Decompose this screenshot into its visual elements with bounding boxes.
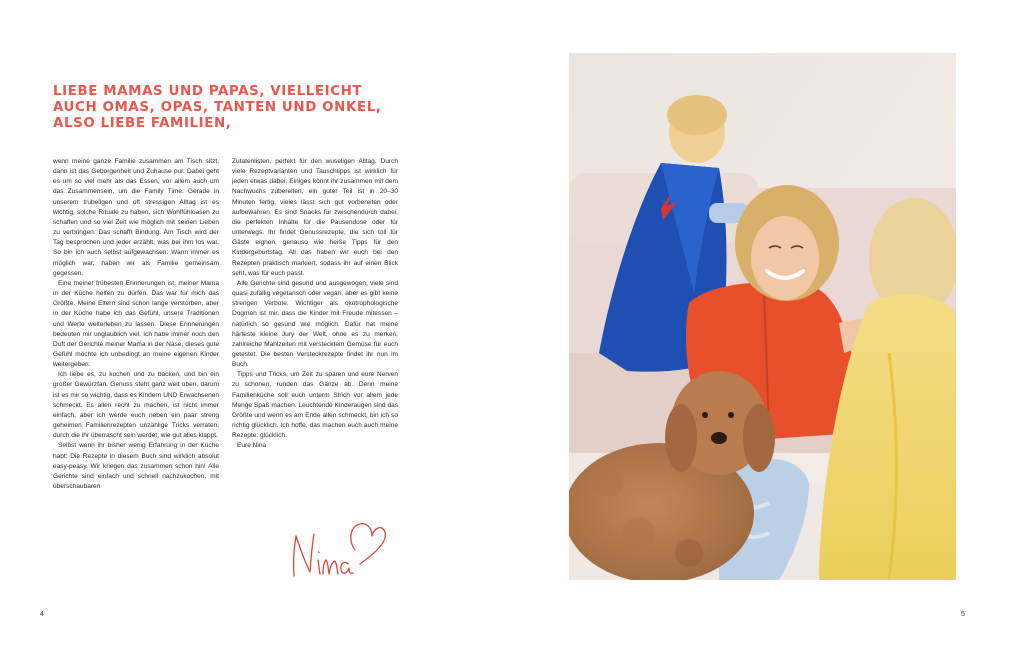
paragraph: Tipps und Tricks, um Zeit zu sparen und eure Nerven zu schonen, runden das Ganze ab. Denn meine Familienküche soll euch unterm Strich vor allem jede Menge Spaß machen. Leuchtende Kinderaugen sind das Größte und wenn es am Ende allen schmeckt, bin ich so richtig glücklich. Ich hoffe, das machen euch auch meine Rezepte: glücklich.: [232, 371, 398, 440]
closing-greeting: Eure Nina: [237, 442, 267, 450]
page-headline: LIEBE MAMAS UND PAPAS, VIELLEICHT AUCH OMAS, OPAS, TANTEN UND ONKEL, ALSO LIEBE FAMILIEN,: [53, 84, 382, 131]
page-number-left: 4: [40, 611, 44, 618]
paragraph: wenn meine ganze Familie zusammen am Tisch sitzt, dann ist das Geborgenheit und Zuhause pur. Dabei geht es um so viel mehr als das Essen, vor allem auch um das Zusammensein, um die Family Time. Gerade in unserem trubeligen und oft stressigen Alltag ist es wichtig, solche Rituale zu haben, sich Wohlfühloasen zu schaffen und so viel Zeit wie möglich mit seinen Lieben zu verbringen. Das schafft Bindung. Am Tisch wird der Tag besprochen und jeder erzählt, was bei ihm los war. So bin ich auch selbst aufgewachsen: Wann immer es möglich war, haben wir als Familie gemeinsam gegessen.: [53, 158, 219, 277]
family-photo: [569, 53, 956, 580]
paragraph: Eine meiner frühesten Erinnerungen ist, meiner Mama in der Küche helfen zu dürfen. Das war für mich das Größte. Meine Eltern sind schon lange verstorben, aber in der Küche habe ich das Gefühl, unsere Traditionen und Werte weiterleben zu lassen. Diese Erinnerungen bedeuten mir unglaublich viel. Ich habe immer noch den Duft der Gerichte meiner Mama in der Nase, dieses gute Gefühl möchte ich unbedingt an meine eigenen Kinder weitergeben.: [53, 279, 219, 369]
paragraph: Zutatenlisten, perfekt für den wuseligen Alltag. Durch viele Rezeptvarianten und Tauschtipps ist wirklich für jeden etwas dabei. Einiges könnt ihr zusammen mit dem Nachwuchs zubereiten, ein guter Teil ist in 20–30 Minuten fertig, vieles lässt sich gut vorbereiten oder aufbewahren. Es sind Snacks für zwischendurch dabei, die perfekten Inhalte für die Pausendose oder für unterwegs. Ihr findet Genussrezepte, die sich toll für Gäste eignen, genauso wie heiße Tipps für den Kindergeburtstag. All das haben wir euch bei den Rezepten praktisch markiert, sodass ihr auf einen Blick seht, was für euch passt.: [232, 158, 398, 277]
text-column-left: [53, 157, 219, 492]
page-number-right: 5: [961, 611, 965, 618]
text-column-right: [232, 157, 398, 452]
paragraph: Ich liebe es, zu kochen und zu backen, und bin ein großer Gewürzfan. Genuss steht ganz weit oben, darum ist es mir so wichtig, dass es Kindern UND Erwachsenen schmeckt. Es allen recht zu machen, ist nicht immer einfach, aber ich werde euch neben ein paar streng geheimen Familienrezepten unzählige Tricks verraten, durch die ihr überrascht sein werdet, wie gut alles klappt.: [53, 371, 219, 440]
paragraph: Alle Gerichte sind gesund und ausgewogen, viele sind quasi zufällig vegetarisch oder vegan, aber es gibt keine strengen Verbote. Wichtiger als ökotrophologische Dogmen ist mir, dass die Kinder mit Freude mitessen – natürlich so gesund wie möglich. Dafür hat meine härteste kleine Jury der Welt, ohne es zu merken, zahlreiche Mahlzeiten mit verstecktem Gemüse für euch getestet. Die besten Versteckrezepte findet ihr nun im Buch.: [232, 279, 398, 369]
paragraph: Selbst wenn ihr bisher wenig Erfahrung in der Küche habt: Die Rezepte in diesem Buch sind wirklich absolut easy-peasy. Wir kriegen das zusammen schon hin! Alle Gerichte sind einfach und schnell nachzukochen, mit überschaubaren: [53, 442, 219, 490]
handwritten-signature: [288, 510, 388, 582]
